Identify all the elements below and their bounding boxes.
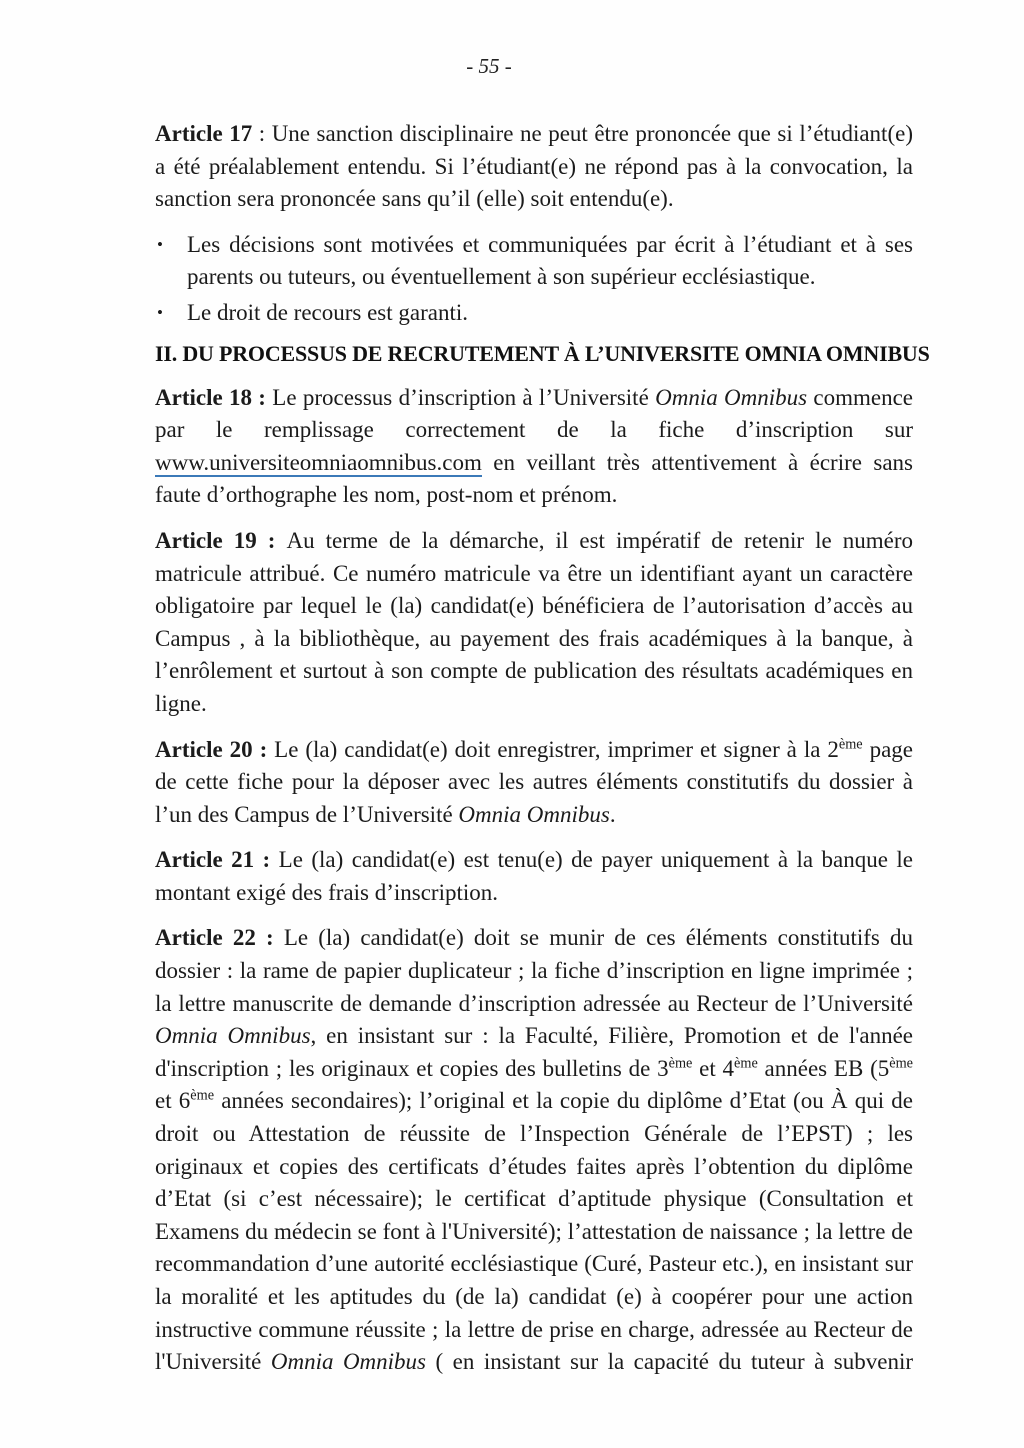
text-segment: Article 17	[155, 121, 253, 146]
page-number: - 55 -	[466, 54, 512, 78]
text-segment: ème	[734, 1055, 758, 1072]
paragraph	[155, 118, 913, 216]
bullet-text	[187, 297, 913, 330]
url-link[interactable]: www.universiteomniaomnibus.com	[155, 449, 482, 475]
text-segment: II. DU PROCESSUS DE RECRUTEMENT À L’UNIVERSITE OMNIA OMNIBUS	[155, 340, 930, 366]
bullet-icon: •	[157, 302, 163, 322]
paragraph	[155, 844, 913, 909]
text-segment: ( en insistant sur la capacité du tuteur à subvenir	[426, 1349, 914, 1375]
text-segment: Omnia Omnibus	[155, 1023, 311, 1049]
text-segment: ème	[838, 735, 863, 752]
text-segment: Le (la) candidat(e) doit se munir de ces éléments constitutifs du dossier : la rame de papier duplicateur ; la fiche d’inscription en ligne imprimée ; la lettre manuscrite de demande d’inscription adressée au Recteur de l’Université	[155, 925, 913, 1016]
text-segment: Le (la) candidat(e) est tenu(e) de payer uniquement à la banque le montant exigé des frais d’inscription.	[155, 847, 913, 905]
bullet-item	[155, 229, 913, 294]
bullet-text	[187, 229, 913, 294]
text-segment: Article 18 :	[155, 384, 273, 410]
text-segment: Le droit de recours est garanti.	[187, 299, 468, 325]
text-segment: et 6	[155, 1088, 191, 1114]
bullet-item	[155, 297, 913, 330]
text-segment: ème	[190, 1087, 215, 1104]
text-segment: Au terme de la démarche, il est impératif de retenir le numéro matricule attribué. Ce numéro matricule va être un identifiant ayant un caractère obligatoire par lequel le (la) candidat(e) bénéficiera de l’autorisation d’accès au Campus , à la bibliothèque, au payement des frais académiques à la banque, à l’enrôlement et surtout à son compte de publication des résultats académiques en ligne.	[155, 527, 913, 716]
section-heading	[155, 338, 930, 370]
bullet-icon: •	[157, 234, 163, 254]
paragraph	[155, 922, 913, 1378]
text-segment: Article 22 :	[155, 925, 284, 951]
paragraph	[155, 382, 913, 512]
text-segment: commence par le remplissage correctement de la fiche d’inscription sur	[155, 384, 913, 443]
text-segment: Les décisions sont motivées et communiquées par écrit à l’étudiant et à ses parents ou tuteurs, ou éventuellement à son supérieur ecclésiastique.	[187, 231, 913, 290]
text-segment: : Une sanction disciplinaire ne peut être prononcée que si l’étudiant(e) a été préalablement entendu. Si l’étudiant(e) ne répond pas à la convocation, la sanction sera prononcée sans qu’il (elle) soit entendu(e).	[155, 121, 913, 212]
text-segment: page de cette fiche pour la déposer avec les autres éléments constitutifs du dossier à l’un des Campus de l’Université	[155, 736, 913, 827]
text-segment: , en insistant sur : la Faculté, Filière, Promotion et de l'année d'inscription ; les originaux et copies des bulletins de 3	[155, 1023, 913, 1081]
text-segment: Le (la) candidat(e) doit enregistrer, imprimer et signer à la 2	[274, 736, 839, 762]
text-segment: Article 19 :	[155, 527, 287, 553]
text-segment: en veillant très attentivement à écrire sans faute d’orthographe les nom, post-nom et prénom.	[155, 449, 913, 508]
text-segment: années secondaires); l’original et la copie du diplôme d’Etat (ou À qui de droit ou Attestation de réussite de l’Inspection Générale de l’EPST) ; les originaux et copies des certificats d’études faites après l’obtention du diplôme d’Etat (si c’est nécessaire); le certificat d’aptitude physique (Consultation et Examens du médecin se font à l'Université); l’attestation de naissance ; la lettre de recommandation d’une autorité ecclésiastique (Curé, Pasteur etc.), en insistant sur la moralité et les aptitudes du (de la) candidat (e) à coopérer pour une action instructive commune réussite ; la lettre de prise en charge, adressée au Recteur de l'Université	[155, 1088, 913, 1375]
text-segment: ème	[889, 1055, 913, 1072]
document-body	[155, 118, 930, 1392]
text-segment: et 4	[692, 1055, 735, 1081]
text-segment: Omnia Omnibus	[458, 801, 610, 827]
text-segment: Omnia Omnibus	[270, 1349, 427, 1375]
text-segment: Omnia Omnibus	[655, 384, 808, 410]
text-segment: années EB (5	[757, 1055, 890, 1081]
text-segment: .	[609, 801, 616, 827]
text-segment: Article 20 :	[155, 736, 275, 762]
paragraph	[155, 525, 913, 721]
paragraph	[155, 734, 913, 832]
text-segment: Le processus d’inscription à l’Université	[272, 384, 656, 410]
text-segment: ème	[668, 1055, 693, 1072]
text-segment: Article 21 :	[155, 847, 279, 873]
